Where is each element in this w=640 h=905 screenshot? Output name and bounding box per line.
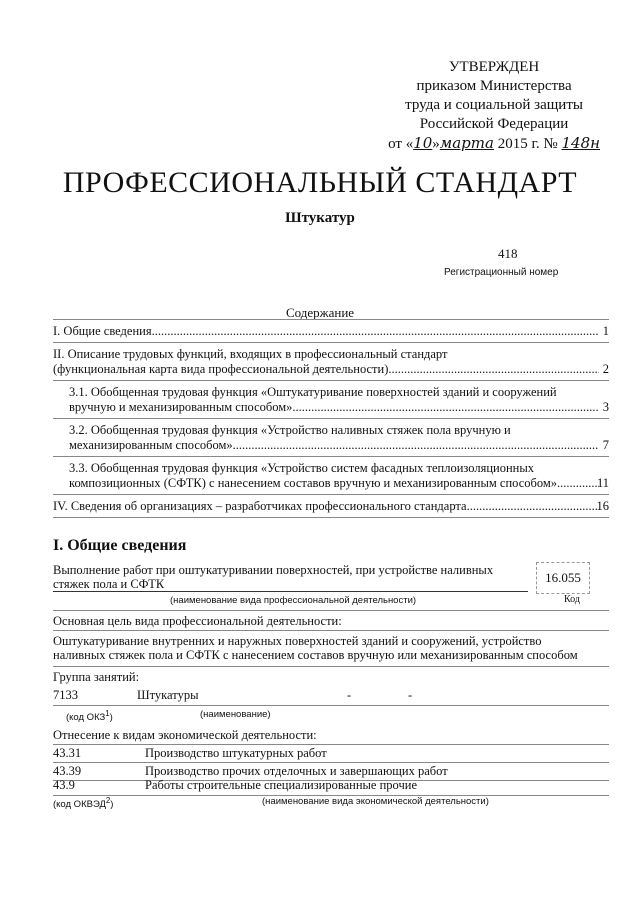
page-subtitle: Штукатур (285, 210, 355, 226)
goal-line: Оштукатуривание внутренних и наружных поверхностей зданий и сооружений, устройство (53, 634, 542, 648)
okz-name-caption: (наименование) (200, 709, 271, 720)
toc-page-number: 16 (596, 499, 609, 513)
okz-name: Штукатуры (137, 688, 199, 702)
okved-name: Работы строительные специализированные прочие (145, 778, 417, 792)
divider (53, 744, 609, 745)
footnote-mark: 1 (105, 709, 110, 718)
date-prefix: от « (388, 136, 414, 152)
activity-code-box: 16.055 (536, 562, 590, 594)
date-mid: » (432, 136, 440, 152)
toc-item-text: 3.3. Обобщенная трудовая функция «Устройство систем фасадных теплоизоляционных (69, 461, 535, 475)
divider (53, 666, 609, 667)
okved-code-caption: (код ОКВЭД$^2$) (53, 796, 114, 811)
code-label: Код (564, 594, 580, 605)
divider (53, 610, 609, 611)
goal-text (53, 634, 613, 662)
okved-name: Производство штукатурных работ (145, 746, 327, 760)
toc-item[interactable] (53, 380, 609, 418)
approval-block (388, 58, 600, 154)
handwritten-day: 10 (413, 134, 433, 152)
okz-dash: - (408, 688, 413, 702)
toc-item-text-cont: (функциональная карта вида профессиональной деятельности) (53, 362, 389, 376)
footnote-mark: 2 (105, 796, 111, 805)
approval-line: труда и социальной защиты (405, 97, 583, 113)
toc-item-text: 3.1. Обобщенная трудовая функция «Оштукатуривание поверхностей зданий и сооружений (69, 385, 557, 399)
activity-line: Выполнение работ при оштукатуривании поверхностей, при устройстве наливных (53, 563, 494, 577)
toc-item[interactable] (53, 494, 609, 518)
divider (53, 705, 609, 706)
activity-name (53, 563, 528, 592)
divider (53, 630, 609, 631)
econ-label: Отнесение к видам экономической деятельности: (53, 728, 317, 742)
okved-name-caption: (наименование вида экономической деятельности) (262, 796, 489, 807)
table-of-contents (53, 319, 609, 518)
activity-line: стяжек пола и СФТК (53, 577, 528, 592)
toc-item[interactable] (53, 342, 609, 380)
okved-row (53, 778, 609, 794)
okz-dash: - (347, 688, 352, 702)
group-label: Группа занятий: (53, 670, 140, 684)
toc-item-text-cont: механизированным способом» (69, 438, 233, 452)
toc-item[interactable] (53, 418, 609, 456)
toc-item[interactable] (53, 319, 609, 342)
handwritten-order-number: 148н (561, 134, 600, 152)
approval-heading: УТВЕРЖДЕН (448, 59, 540, 75)
contents-heading: Содержание (285, 305, 355, 320)
okved-code: 43.9 (53, 778, 75, 792)
registration-label: Регистрационный номер (444, 267, 559, 278)
approval-line: Российской Федерации (419, 116, 569, 132)
divider (53, 762, 609, 763)
toc-page-number: 2 (602, 362, 609, 376)
toc-item-text: IV. Сведения об организациях – разработчиках профессионального стандарта (53, 499, 467, 513)
okz-code-caption: (код ОКЗ$^1$) (66, 709, 113, 724)
toc-page-number: 1 (602, 324, 609, 338)
goal-line: наливных стяжек пола и СФТК с нанесением составов вручную или механизированным способом (53, 648, 578, 662)
approval-line: приказом Министерства (416, 78, 572, 94)
toc-page-number: 7 (602, 438, 609, 452)
okved-code: 43.39 (53, 764, 82, 778)
activity-caption: (наименование вида профессиональной деятельности) (170, 595, 417, 606)
approval-date-line (388, 134, 600, 154)
registration-number: 418 (498, 246, 518, 261)
toc-page-number: 11 (596, 476, 609, 490)
okz-code: 7133 (53, 688, 78, 702)
toc-item-text-cont: вручную и механизированным способом» (69, 400, 293, 414)
goal-label: Основная цель вида профессиональной деятельности: (53, 614, 342, 628)
toc-item-text: I. Общие сведения (53, 324, 152, 338)
toc-page-number: 3 (602, 400, 609, 414)
toc-item-text: 3.2. Обобщенная трудовая функция «Устройство наливных стяжек пола вручную и (69, 423, 511, 437)
date-year: 2015 г. № (497, 136, 558, 152)
section-heading: I. Общие сведения (53, 537, 187, 554)
handwritten-month: марта (439, 134, 494, 152)
toc-item-text-cont: композиционных (СФТК) с нанесением составов вручную и механизированным способом» (69, 476, 558, 490)
toc-item-text: II. Описание трудовых функций, входящих в профессиональный стандарт (53, 347, 448, 361)
okved-code: 43.31 (53, 746, 82, 760)
okved-name: Производство прочих отделочных и завершающих работ (145, 764, 448, 778)
page-title: ПРОФЕССИОНАЛЬНЫЙ СТАНДАРТ (62, 166, 578, 199)
okved-row (53, 746, 609, 762)
toc-item[interactable] (53, 456, 609, 494)
